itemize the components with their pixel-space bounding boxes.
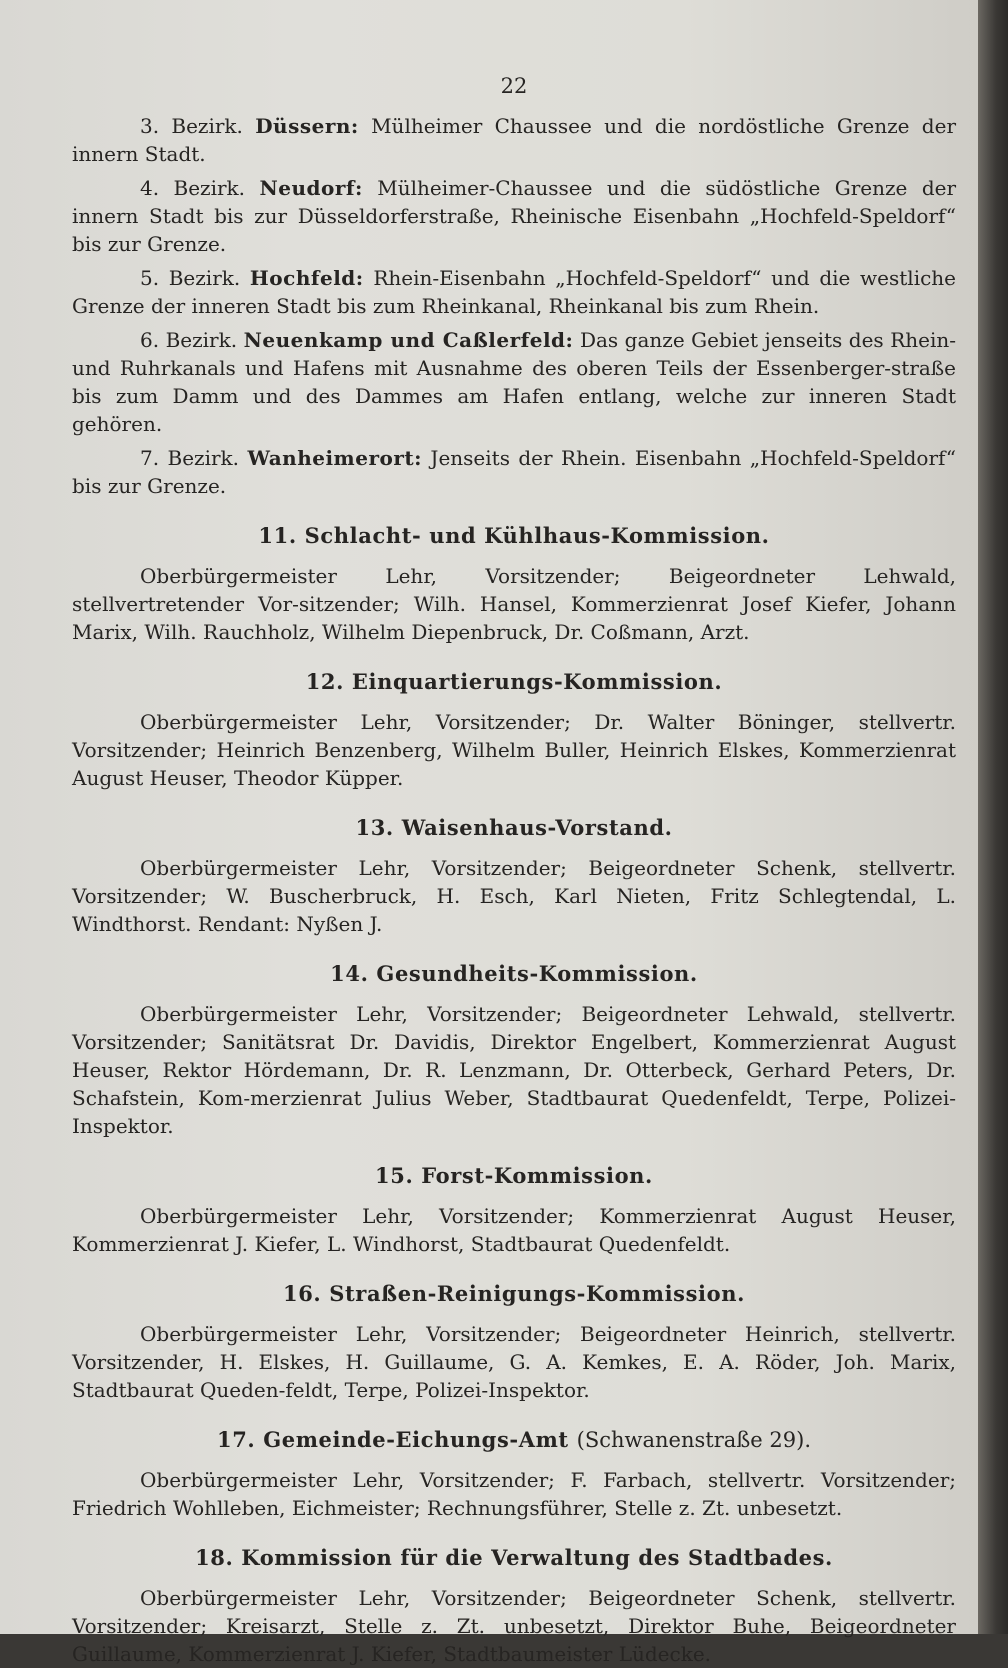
district-7	[72, 444, 956, 500]
section-text-17: Oberbürgermeister Lehr, Vorsitzender; F. Farbach, stellvertr. Vorsitzender; Friedrich Wohlleben, Eichmeister; Rechnungsführer, Stelle z. Zt. unbesetzt.	[72, 1468, 956, 1520]
section-title-16: 16. Straßen-Reinigungs-Kommission.	[283, 1281, 745, 1306]
page-number: 22	[500, 74, 528, 98]
scan-dark-edge	[978, 0, 1008, 1634]
district-3	[72, 112, 956, 168]
section-note-17: (Schwanenstraße 29).	[576, 1428, 811, 1452]
section-heading-17	[72, 1426, 956, 1454]
district-4	[72, 174, 956, 258]
district-name: Neuenkamp und Caßlerfeld:	[243, 328, 574, 352]
district-label: 7. Bezirk.	[140, 446, 240, 470]
section-text-18: Oberbürgermeister Lehr, Vorsitzender; Beigeordneter Schenk, stellvertr. Vorsitzender; Kreisarzt, Stelle z. Zt. unbesetzt, Direktor Buhe, Beigeordneter Guillaume, Kommerzienrat J. Kiefer, Stadtbaumeister Lüdecke.	[72, 1586, 956, 1666]
district-label: 5. Bezirk.	[140, 266, 241, 290]
section-text-12: Oberbürgermeister Lehr, Vorsitzender; Dr. Walter Böninger, stellvertr. Vorsitzender; Heinrich Benzenberg, Wilhelm Buller, Heinrich Elskes, Kommerzienrat August Heuser, Theodor Küpper.	[72, 710, 956, 790]
section-title-12: 12. Einquartierungs-Kommission.	[305, 669, 723, 694]
section-text-16: Oberbürgermeister Lehr, Vorsitzender; Beigeordneter Heinrich, stellvertr. Vorsitzender, H. Elskes, H. Guillaume, G. A. Kemkes, E. A. Röder, Joh. Marix, Stadtbaurat Queden-feldt, Terpe, Polizei-Inspektor.	[72, 1322, 956, 1402]
section-title-15: 15. Forst-Kommission.	[375, 1163, 653, 1188]
district-5	[72, 264, 956, 320]
section-text-13: Oberbürgermeister Lehr, Vorsitzender; Beigeordneter Schenk, stellvertr. Vorsitzender; W. Buscherbruck, H. Esch, Karl Nieten, Fritz Schlegtendal, L. Windthorst. Rendant: Nyßen J.	[72, 856, 956, 936]
section-text-11: Oberbürgermeister Lehr, Vorsitzender; Beigeordneter Lehwald, stellvertretender Vor-sitzender; Wilh. Hansel, Kommerzienrat Josef Kiefer, Johann Marix, Wilh. Rauchholz, Wilhelm Diepenbruck, Dr. Coßmann, Arzt.	[72, 564, 956, 644]
section-title-13: 13. Waisenhaus-Vorstand.	[355, 815, 673, 840]
district-name: Neudorf:	[259, 176, 363, 200]
district-label: 6. Bezirk.	[140, 328, 238, 352]
district-name: Wanheimerort:	[247, 446, 422, 470]
section-title-14: 14. Gesundheits-Kommission.	[330, 961, 698, 986]
district-text: Mülheimer Chaussee und die nordöstliche Grenze der innern Stadt.	[72, 114, 957, 166]
district-text: Mülheimer-Chaussee und die südöstliche Grenze der innern Stadt bis zur Düsseldorferstraße, Rheinische Eisenbahn „Hochfeld-Speldorf“ bis zur Grenze.	[72, 176, 957, 256]
district-name: Hochfeld:	[249, 266, 364, 290]
district-label: 4. Bezirk.	[140, 176, 246, 200]
section-title-18: 18. Kommission für die Verwaltung des Stadtbades.	[195, 1545, 833, 1570]
district-6	[72, 326, 956, 438]
section-text-15: Oberbürgermeister Lehr, Vorsitzender; Kommerzienrat August Heuser, Kommerzienrat J. Kiefer, L. Windhorst, Stadtbaurat Quedenfeldt.	[72, 1204, 956, 1256]
page-content	[72, 72, 956, 1668]
section-text-14: Oberbürgermeister Lehr, Vorsitzender; Beigeordneter Lehwald, stellvertr. Vorsitzender; Sanitätsrat Dr. Davidis, Direktor Engelbert, Kommerzienrat August Heuser, Rektor Hördemann, Dr. R. Lenzmann, Dr. Otterbeck, Gerhard Peters, Dr. Schafstein, Kom-merzienrat Julius Weber, Stadtbaurat Quedenfeldt, Terpe, Polizei-Inspektor.	[72, 1002, 956, 1138]
section-title-17: 17. Gemeinde-Eichungs-Amt	[216, 1427, 569, 1452]
district-text: Jenseits der Rhein. Eisenbahn „Hochfeld-Speldorf“ bis zur Grenze.	[72, 446, 957, 498]
district-name: Düssern:	[255, 114, 359, 138]
district-text: Das ganze Gebiet jenseits des Rhein- und Ruhrkanals und Hafens mit Ausnahme des oberen Teils der Essenberger-straße bis zum Damm und des Dammes am Hafen entlang, welche zur inneren Stadt gehören.	[72, 328, 956, 436]
district-label: 3. Bezirk.	[140, 114, 243, 138]
district-text: Rhein-Eisenbahn „Hochfeld-Speldorf“ und die westliche Grenze der inneren Stadt bis zum Rheinkanal, Rheinkanal bis zum Rhein.	[72, 266, 957, 318]
section-title-11: 11. Schlacht- und Kühlhaus-Kommission.	[258, 523, 770, 548]
